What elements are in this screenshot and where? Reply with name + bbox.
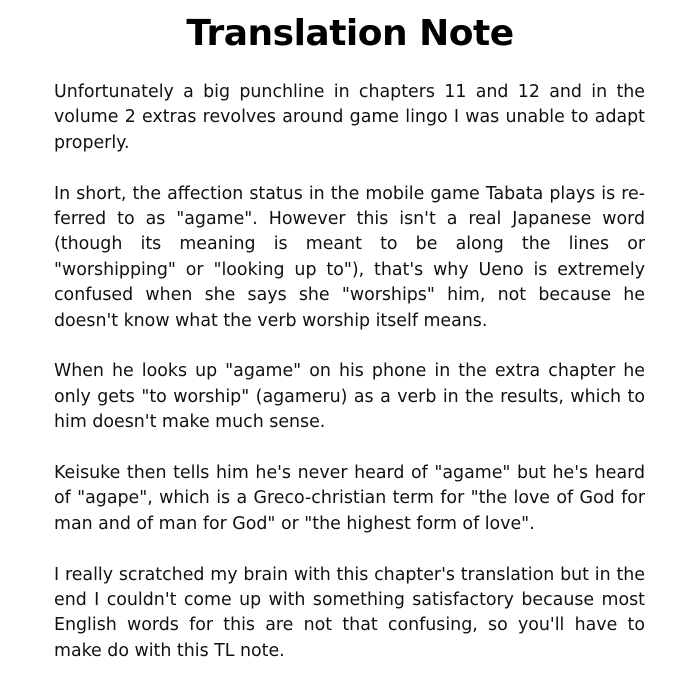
- paragraph-conclusion: I really scratched my brain with this chapter's translation but in the end I couldn't come up with something satisfactory because most English words for this are not that confusing, so you'll have to make do with this TL note.: [54, 564, 645, 661]
- paragraph-phone-lookup: When he looks up "agame" on his phone in the extra chapter he only gets "to worship" (agameru) as a verb in the results, which to him doesn't make much sense.: [54, 361, 645, 433]
- paragraph-agame-explanation: In short, the affection status in the mobile game Tabata plays is referred to as "agame". However this isn't a real Japanese word (though its meaning is meant to be along the lines or "worshipping" or "looking up to"), that's why Ueno is extremely confused when she says she "worships" him, not because he doesn't know what the verb worship itself means.: [54, 183, 645, 331]
- page-title: Translation Note: [186, 13, 514, 54]
- paragraph-agape: Keisuke then tells him he's never heard of "agame" but he's heard of "agape", which is a Greco-christian term for "the love of God for man and of man for God" or "the highest form of love".: [54, 463, 645, 534]
- note-body: [54, 80, 645, 664]
- paragraph-intro: Unfortunately a big punchline in chapters 11 and 12 and in the volume 2 extras revolves around game lingo I was unable to adapt properly.: [54, 82, 645, 153]
